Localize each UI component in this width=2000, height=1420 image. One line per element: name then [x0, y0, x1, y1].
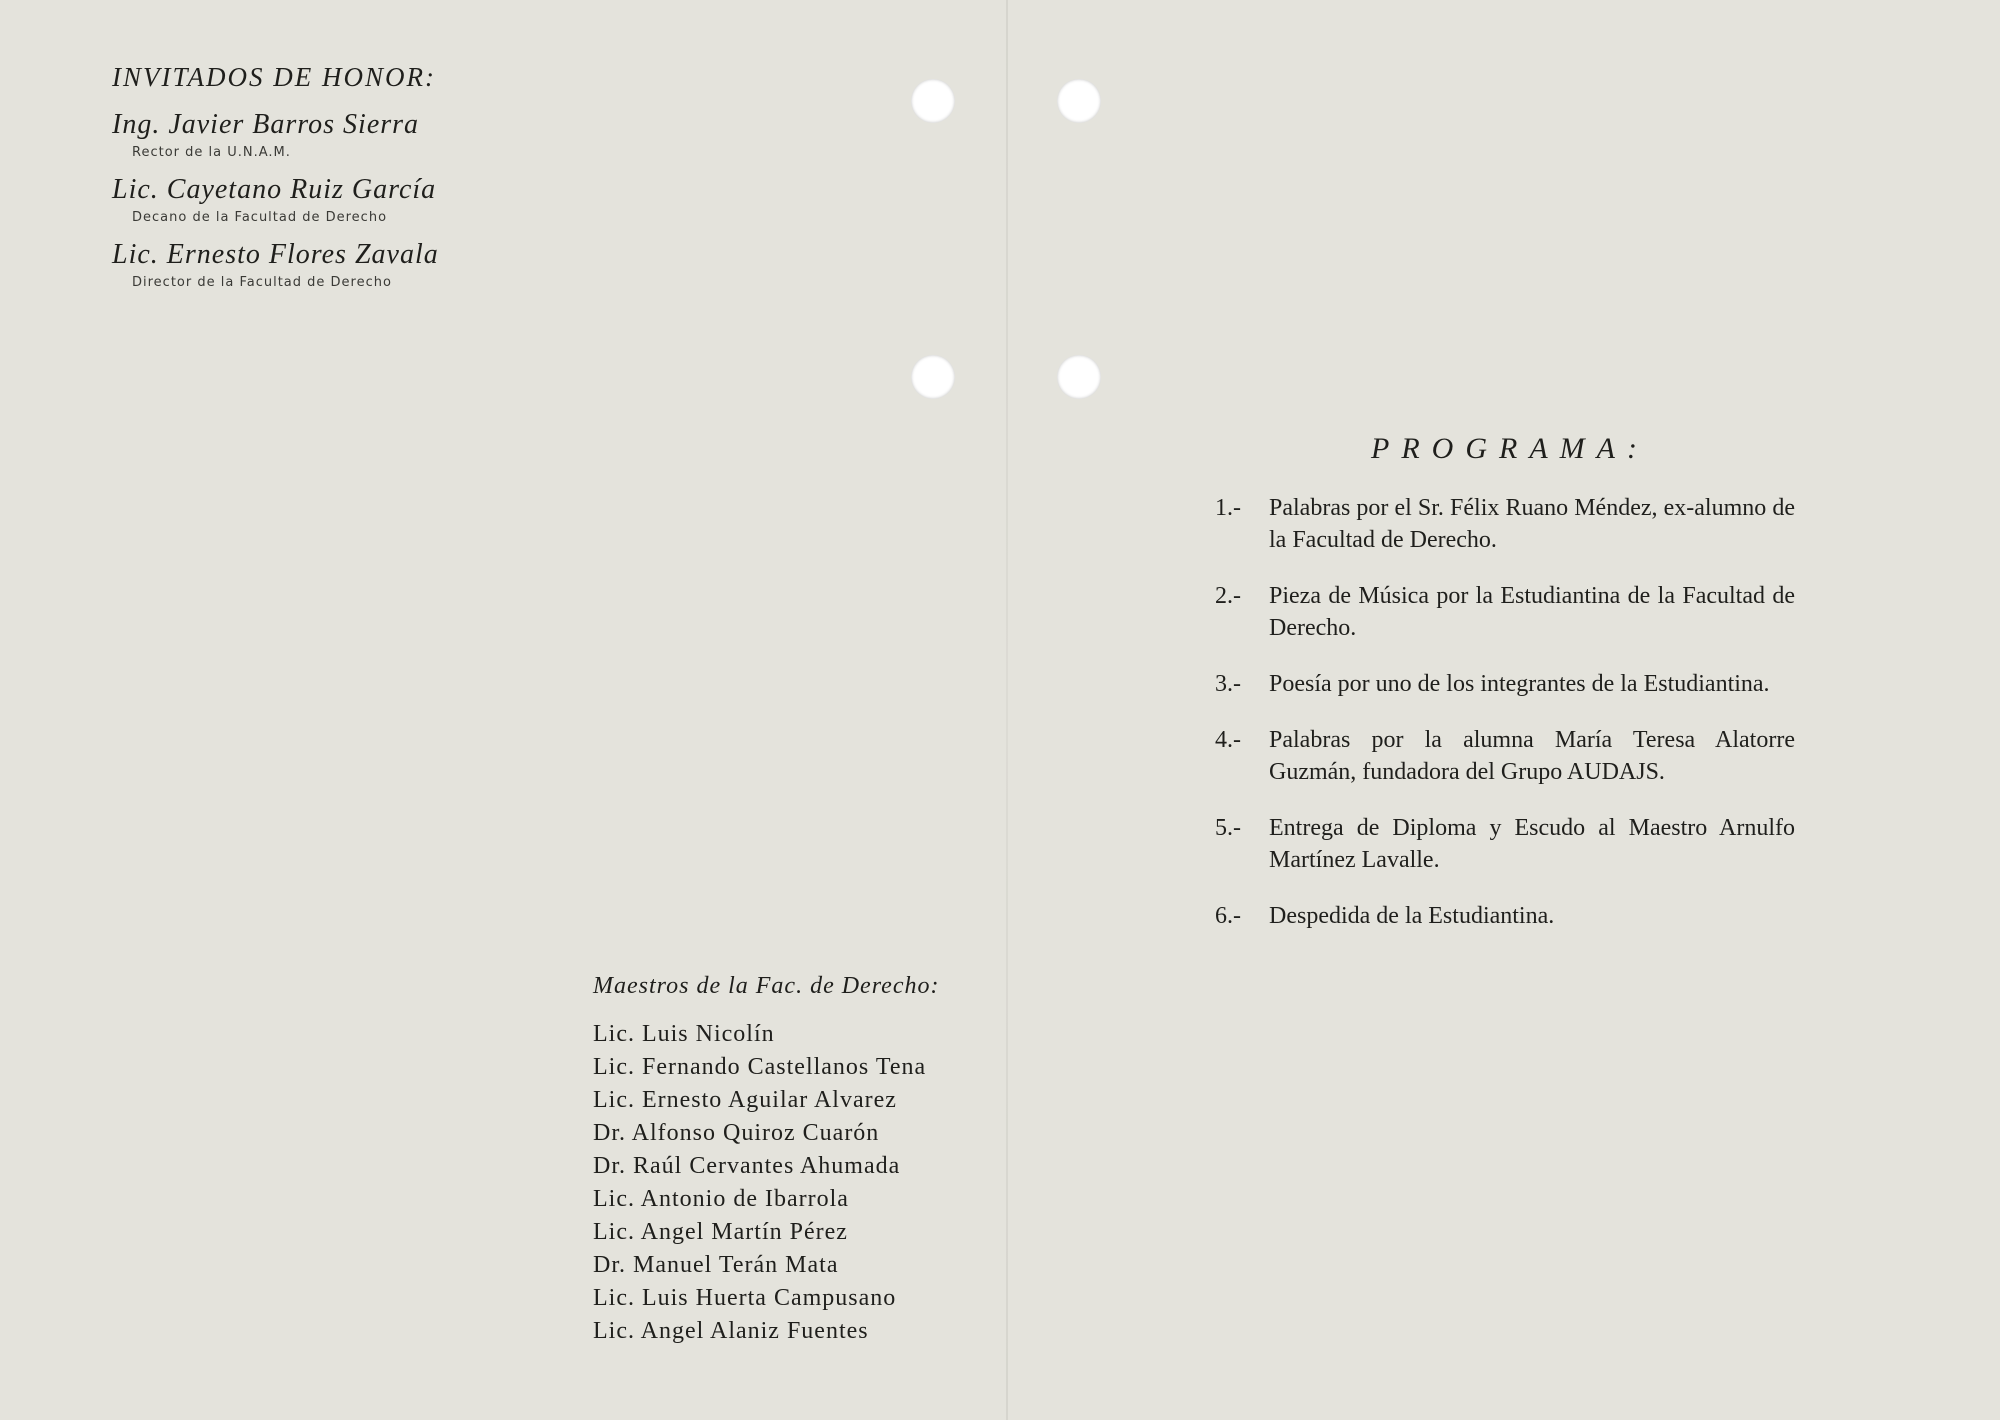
- program-item-text: Despedida de la Estudiantina.: [1269, 903, 1555, 929]
- teacher-name: Dr. Raúl Cervantes Ahumada: [593, 1153, 901, 1179]
- punch-hole: [911, 355, 955, 399]
- teachers-section: [593, 973, 993, 1348]
- program-title: PROGRAMA:: [1371, 432, 1649, 465]
- program-item-text: Palabras por la alumna María Teresa Alatorre Guzmán, fundadora del Grupo AUDAJS.: [1269, 727, 1795, 785]
- guest-role: Director de la Facultad de Derecho: [132, 275, 392, 290]
- teacher-name: Lic. Ernesto Aguilar Alvarez: [593, 1087, 897, 1113]
- program-item-number: 3.-: [1215, 671, 1241, 697]
- guest-entry: [112, 172, 632, 225]
- program-item-text: Palabras por el Sr. Félix Ruano Méndez, ex-alumno de la Facultad de Derecho.: [1269, 495, 1795, 553]
- teacher-name: Lic. Fernando Castellanos Tena: [593, 1054, 927, 1080]
- guest-entry: [112, 237, 632, 290]
- teacher-name: Lic. Angel Alaniz Fuentes: [593, 1318, 869, 1344]
- guest-role: Decano de la Facultad de Derecho: [132, 210, 388, 225]
- program-item-number: 5.-: [1215, 815, 1241, 841]
- punch-hole: [911, 79, 955, 123]
- program-section: [1195, 432, 1795, 956]
- program-item: [1195, 900, 1795, 932]
- program-item: [1195, 812, 1795, 876]
- punch-hole: [1057, 355, 1101, 399]
- center-fold: [1006, 0, 1008, 1420]
- teacher-name: Dr. Manuel Terán Mata: [593, 1252, 839, 1278]
- teacher-name: Lic. Luis Nicolín: [593, 1021, 775, 1047]
- guest-entry: [112, 107, 632, 160]
- teacher-list: [593, 1018, 993, 1348]
- teacher-name: Dr. Alfonso Quiroz Cuarón: [593, 1120, 880, 1146]
- program-item-number: 2.-: [1215, 583, 1241, 609]
- program-item: [1195, 668, 1795, 700]
- program-item-number: 4.-: [1215, 727, 1241, 753]
- program-item-text: Entrega de Diploma y Escudo al Maestro Arnulfo Martínez Lavalle.: [1269, 815, 1795, 873]
- punch-hole: [1057, 79, 1101, 123]
- program-item-number: 6.-: [1215, 903, 1241, 929]
- program-item-number: 1.-: [1215, 495, 1241, 521]
- guest-name: Ing. Javier Barros Sierra: [112, 109, 420, 140]
- guest-role: Rector de la U.N.A.M.: [132, 145, 291, 160]
- program-item: [1195, 492, 1795, 556]
- program-list: [1195, 492, 1795, 932]
- guest-name: Lic. Cayetano Ruiz García: [112, 174, 437, 205]
- program-item: [1195, 580, 1795, 644]
- program-item-text: Pieza de Música por la Estudiantina de la Facultad de Derecho.: [1269, 583, 1795, 641]
- teacher-name: Lic. Antonio de Ibarrola: [593, 1186, 849, 1212]
- teacher-name: Lic. Angel Martín Pérez: [593, 1219, 848, 1245]
- guest-name: Lic. Ernesto Flores Zavala: [112, 239, 439, 270]
- teachers-title: Maestros de la Fac. de Derecho:: [593, 973, 940, 999]
- honor-guests-title: INVITADOS DE HONOR:: [112, 62, 436, 92]
- teacher-name: Lic. Luis Huerta Campusano: [593, 1285, 897, 1311]
- program-item-text: Poesía por uno de los integrantes de la Estudiantina.: [1269, 671, 1770, 697]
- honor-guests-section: [112, 62, 632, 302]
- program-item: [1195, 724, 1795, 788]
